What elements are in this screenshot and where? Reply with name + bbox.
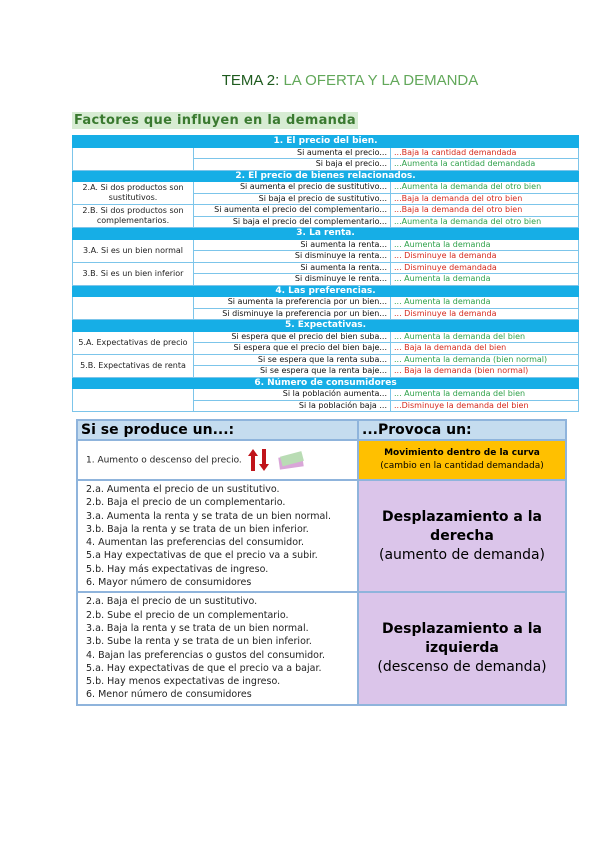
cause-item: 5.a Hay expectativas de que el precio va a subir.	[86, 550, 318, 562]
factor-row	[73, 389, 579, 401]
factor-group-label	[73, 297, 194, 320]
factor-header: 5. Expectativas.	[73, 320, 579, 332]
summary-table	[76, 419, 567, 706]
condition-cell: Si se espera que la renta suba...	[194, 354, 391, 366]
effect-cell: ...Disminuye la demanda del bien	[391, 400, 579, 412]
factors-table	[72, 135, 579, 412]
condition-cell: Si aumenta el precio del complementario...	[194, 205, 391, 217]
cause-item: 2.a. Aumenta el precio de un sustitutivo.	[86, 484, 280, 495]
factor-header: 2. El precio de bienes relacionados.	[73, 170, 579, 182]
factor-group-label: 2.A. Si dos productos son sustitutivos.	[73, 182, 194, 205]
cause-item: 6. Menor número de consumidores	[86, 689, 252, 701]
cause-item: 4. Bajan las preferencias o gustos del consumidor.	[86, 649, 326, 661]
effect-cell: ... Disminuye la demanda	[391, 308, 579, 320]
effect-cell: ... Aumenta la demanda del bien	[391, 331, 579, 343]
factor-header: 3. La renta.	[73, 228, 579, 240]
factor-row	[73, 262, 579, 274]
up-down-arrows-icon	[248, 447, 270, 473]
condition-cell: Si se espera que la renta baje...	[194, 366, 391, 378]
condition-cell: Si aumenta el precio de sustitutivo...	[194, 182, 391, 194]
condition-cell: Si espera que el precio del bien baje...	[194, 343, 391, 355]
factor-group-label	[73, 389, 194, 412]
condition-cell: Si aumenta el precio...	[194, 147, 391, 159]
condition-cell: Si baja el precio...	[194, 159, 391, 171]
effect-cell: ...Baja la demanda del otro bien	[391, 205, 579, 217]
condition-cell: Si espera que el precio del bien suba...	[194, 331, 391, 343]
header-cause: Si se produce un...:	[77, 420, 358, 440]
cause-item: 3.a. Baja la renta y se trata de un bien normal.	[86, 622, 309, 634]
effect-cell: ... Aumenta la demanda	[391, 297, 579, 309]
condition-cell: Si la población aumenta...	[194, 389, 391, 401]
factor-row	[73, 331, 579, 343]
condition-cell: Si disminuye la preferencia por un bien...	[194, 308, 391, 320]
factor-header: 4. Las preferencias.	[73, 285, 579, 297]
effect-cell: ... Baja la demanda del bien	[391, 343, 579, 355]
left-shift-cell: Desplazamiento a la izquierda (descenso de demanda)	[358, 592, 566, 704]
cause-item: 3.b. Sube la renta y se trata de un bien inferior.	[86, 636, 312, 648]
condition-cell: Si aumenta la preferencia por un bien...	[194, 297, 391, 309]
header-effect: ...Provoca un:	[358, 420, 566, 440]
factor-group-label	[73, 147, 194, 170]
condition-cell: Si aumenta la renta...	[194, 239, 391, 251]
cause-item: 3.b. Baja la renta y se trata de un bien inferior.	[86, 523, 309, 535]
section-heading: Factores que influyen en la demanda	[74, 113, 356, 128]
price-change-cell: 1. Aumento o descenso del precio.	[77, 440, 358, 480]
cause-item: 3.a. Aumenta la renta y se trata de un bien normal.	[86, 510, 332, 522]
cause-item: 5.a. Hay expectativas de que el precio va a bajar.	[86, 662, 322, 674]
money-icon	[276, 450, 306, 470]
left-shift-causes	[77, 592, 358, 704]
effect-cell: ... Baja la demanda (bien normal)	[391, 366, 579, 378]
effect-cell: ... Disminuye la demanda	[391, 251, 579, 263]
effect-cell: ...Baja la demanda del otro bien	[391, 193, 579, 205]
cause-item: 2.b. Baja el precio de un complementario.	[86, 497, 286, 509]
condition-cell: Si la población baja ...	[194, 400, 391, 412]
factor-row	[73, 239, 579, 251]
factor-row	[73, 147, 579, 159]
effect-cell: ...Baja la cantidad demandada	[391, 147, 579, 159]
factor-group-label: 2.B. Si dos productos son complementarios.	[73, 205, 194, 228]
factor-row	[73, 205, 579, 217]
effect-cell: ... Disminuye demandada	[391, 262, 579, 274]
factor-header: 6. Número de consumidores	[73, 377, 579, 389]
effect-cell: ...Aumenta la cantidad demandada	[391, 159, 579, 171]
effect-cell: ... Aumenta la demanda (bien normal)	[391, 354, 579, 366]
effect-cell: ...Aumenta la demanda del otro bien	[391, 182, 579, 194]
cause-item: 2.b. Sube el precio de un complementario.	[86, 609, 289, 621]
cause-item: 6. Mayor número de consumidores	[86, 577, 252, 589]
condition-cell: Si disminuye la renta...	[194, 251, 391, 263]
factor-row	[73, 354, 579, 366]
factor-group-label: 5.A. Expectativas de precio	[73, 331, 194, 354]
cause-item: 5.b. Hay menos expectativas de ingreso.	[86, 676, 281, 688]
factor-header: 1. El precio del bien.	[73, 136, 579, 148]
factor-group-label: 3.B. Si es un bien inferior	[73, 262, 194, 285]
effect-cell: ... Aumenta la demanda	[391, 239, 579, 251]
movement-cell: Movimiento dentro de la curva (cambio en la cantidad demandada)	[358, 440, 566, 480]
effect-cell: ... Aumenta la demanda del bien	[391, 389, 579, 401]
cause-item: 5.b. Hay más expectativas de ingreso.	[86, 563, 269, 575]
cause-item: 4. Aumentan las preferencias del consumidor.	[86, 537, 305, 549]
effect-cell: ... Aumenta la demanda	[391, 274, 579, 286]
factor-row	[73, 182, 579, 194]
factor-group-label: 5.B. Expectativas de renta	[73, 354, 194, 377]
factor-row	[73, 297, 579, 309]
cause-item: 2.a. Baja el precio de un sustitutivo.	[86, 596, 258, 608]
right-shift-causes	[77, 480, 358, 592]
condition-cell: Si aumenta la renta...	[194, 262, 391, 274]
condition-cell: Si disminuye le renta...	[194, 274, 391, 286]
factor-group-label: 3.A. Si es un bien normal	[73, 239, 194, 262]
effect-cell: ...Aumenta la demanda del otro bien	[391, 216, 579, 228]
condition-cell: Si baja el precio de sustitutivo...	[194, 193, 391, 205]
condition-cell: Si baja el precio del complementario...	[194, 216, 391, 228]
page-title: TEMA 2: LA OFERTA Y LA DEMANDA	[221, 72, 479, 89]
right-shift-cell: Desplazamiento a la derecha (aumento de demanda)	[358, 480, 566, 592]
